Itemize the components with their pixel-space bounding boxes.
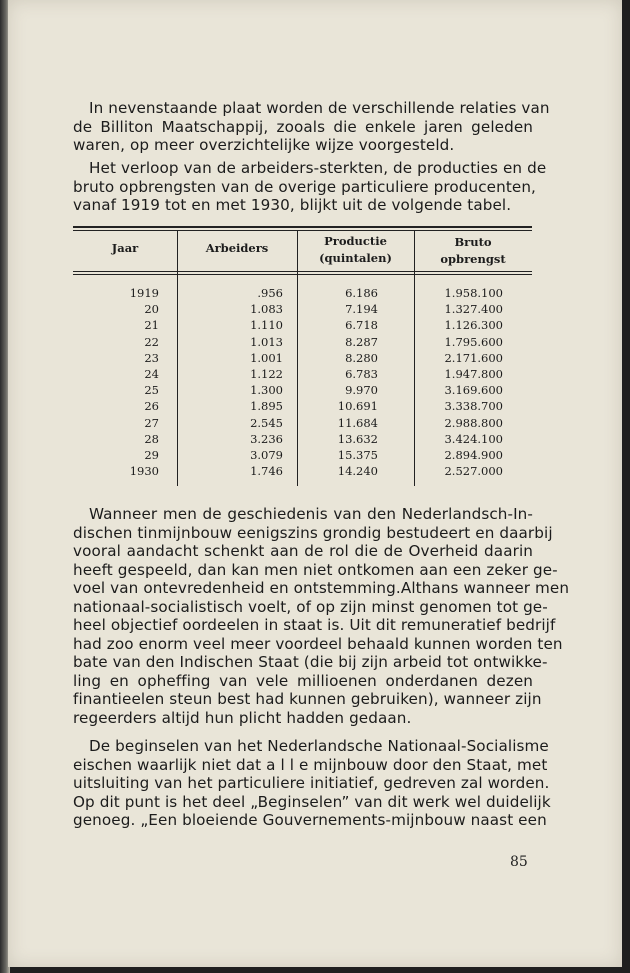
- text-line: regeerders altijd hun plicht hadden gedaan.: [73, 708, 412, 727]
- paragraph-billiton: [73, 99, 550, 155]
- text-line: waren, op meer overzichtelijke wijze voorgesteld.: [73, 136, 455, 154]
- column-bruto: [443, 285, 503, 479]
- bruto-cell: 2.527.000: [444, 464, 503, 479]
- bruto-cell: 2.988.800: [444, 415, 503, 430]
- arbeiders-cell: 1.300: [250, 383, 283, 398]
- bruto-cell: 1.327.400: [444, 302, 503, 317]
- jaar-cell: 23: [144, 350, 159, 365]
- jaar-cell: 29: [144, 448, 159, 463]
- bruto-cell: 3.338.700: [444, 399, 503, 414]
- productie-cell: 10.691: [337, 399, 378, 414]
- productie-cell: 8.280: [345, 350, 378, 365]
- table-header-rule: [73, 271, 532, 272]
- column-arbeiders: [213, 285, 283, 479]
- arbeiders-cell: 1.001: [250, 350, 283, 365]
- text-line: Het verloop van de arbeiders-sterkten, de producties en de: [89, 159, 547, 177]
- text-line: vooral aandacht schenkt aan de rol die de Overheid daarin: [73, 542, 533, 560]
- productie-cell: 6.186: [345, 286, 378, 300]
- header-arbeiders: Arbeiders: [205, 241, 269, 255]
- text-line: finantieelen steun best had kunnen gebruiken), wanneer zijn: [73, 690, 542, 708]
- arbeiders-cell: 3.236: [250, 431, 283, 446]
- bruto-cell: 2.894.900: [444, 448, 503, 463]
- table-top-rule-2: [73, 230, 532, 231]
- text-line: bruto opbrengsten van de overige particuliere producenten,: [73, 177, 536, 196]
- bruto-cell: 1.958.100: [444, 286, 503, 300]
- page-number: 85: [510, 854, 528, 870]
- productie-cell: 11.684: [337, 415, 378, 430]
- arbeiders-cell: 1.083: [250, 302, 283, 317]
- text-line: had zoo enorm veel meer voordeel behaald kunnen worden ten: [73, 634, 563, 653]
- text-line: In nevenstaande plaat worden de verschillende relaties van: [89, 99, 550, 117]
- column-jaar: [103, 285, 159, 479]
- paragraph-verloop: [73, 159, 547, 215]
- table-divider-2: [297, 231, 298, 486]
- bruto-cell: 3.169.600: [444, 383, 503, 398]
- header-productie-line2: (quintalen): [319, 251, 392, 265]
- jaar-cell: 26: [144, 399, 159, 414]
- header-bruto: [414, 234, 532, 268]
- bruto-cell: 1.126.300: [444, 318, 503, 333]
- text-line: heel objectief oordeelen in staat is. Uit dit remuneratief bedrijf: [73, 616, 556, 634]
- jaar-cell: 1919: [129, 286, 159, 300]
- text-line: De beginselen van het Nederlandsche Nationaal-Socialisme: [89, 737, 549, 755]
- column-productie: [318, 285, 378, 479]
- jaar-cell: 28: [144, 431, 159, 446]
- header-productie-line1: Productie: [324, 234, 387, 248]
- header-bruto-line1: Bruto: [454, 235, 492, 249]
- arbeiders-cell: .956: [257, 286, 283, 300]
- jaar-cell: 24: [144, 367, 159, 382]
- arbeiders-cell: 1.110: [250, 318, 283, 333]
- header-bruto-line2: opbrengst: [440, 252, 506, 266]
- productie-cell: 6.783: [345, 367, 378, 382]
- productie-cell: 8.287: [345, 334, 378, 349]
- arbeiders-cell: 2.545: [250, 415, 283, 430]
- text-line: ling en opheffing van vele millioenen onderdanen dezen: [73, 671, 533, 690]
- text-line: Op dit punt is het deel „Beginselen” van dit werk wel duidelijk: [73, 792, 551, 811]
- table-header-rule-2: [73, 274, 532, 275]
- bruto-cell: 1.795.600: [444, 334, 503, 349]
- text-line: uitsluiting van het particuliere initiatief, gedreven zal worden.: [73, 774, 550, 792]
- productie-cell: 15.375: [337, 448, 378, 463]
- header-jaar: Jaar: [111, 241, 139, 255]
- jaar-cell: 20: [144, 302, 159, 317]
- jaar-cell: 21: [144, 318, 159, 333]
- text-line: voel van ontevredenheid en ontstemming.Althans wanneer men: [73, 579, 570, 597]
- text-line: bate van den Indischen Staat (die bij zijn arbeid tot ontwikke-: [73, 653, 548, 671]
- text-line: heeft gespeeld, dan kan men niet ontkomen aan een zeker ge-: [73, 560, 558, 579]
- arbeiders-cell: 1.895: [250, 399, 283, 414]
- table-divider-3: [414, 231, 415, 486]
- arbeiders-cell: 3.079: [250, 448, 283, 463]
- paragraph-geschiedenis: [73, 505, 570, 727]
- productie-cell: 14.240: [337, 464, 378, 479]
- text-line: nationaal-socialistisch voelt, of op zijn minst genomen tot ge-: [73, 597, 548, 616]
- bruto-cell: 3.424.100: [444, 431, 503, 446]
- production-table: [73, 226, 532, 486]
- text-line: genoeg. „Een bloeiende Gouvernements-mijnbouw naast een: [73, 811, 547, 829]
- productie-cell: 13.632: [337, 431, 378, 446]
- table-top-rule: [73, 226, 532, 228]
- arbeiders-cell: 1.746: [250, 464, 283, 479]
- bruto-cell: 1.947.800: [444, 367, 503, 382]
- table-divider-1: [177, 231, 178, 486]
- text-line: Wanneer men de geschiedenis van den Nederlandsch-In-: [89, 505, 533, 523]
- paragraph-beginselen: [73, 737, 551, 830]
- productie-cell: 6.718: [345, 318, 378, 333]
- header-productie: [297, 233, 414, 267]
- jaar-cell: 1930: [129, 464, 159, 479]
- jaar-cell: 27: [144, 415, 159, 430]
- text-line: de Billiton Maatschappij, zooals die enkele jaren geleden: [73, 117, 533, 136]
- productie-cell: 9.970: [345, 383, 378, 398]
- bruto-cell: 2.171.600: [444, 350, 503, 365]
- text-line: eischen waarlijk niet dat a l l e mijnbouw door den Staat, met: [73, 755, 548, 774]
- jaar-cell: 25: [144, 383, 159, 398]
- text-line: dischen tinmijnbouw eenigszins grondig bestudeert en daarbij: [73, 523, 553, 542]
- jaar-cell: 22: [144, 334, 159, 349]
- text-line: vanaf 1919 tot en met 1930, blijkt uit de volgende tabel.: [73, 196, 512, 214]
- arbeiders-cell: 1.122: [250, 367, 283, 382]
- productie-cell: 7.194: [345, 302, 378, 317]
- arbeiders-cell: 1.013: [250, 334, 283, 349]
